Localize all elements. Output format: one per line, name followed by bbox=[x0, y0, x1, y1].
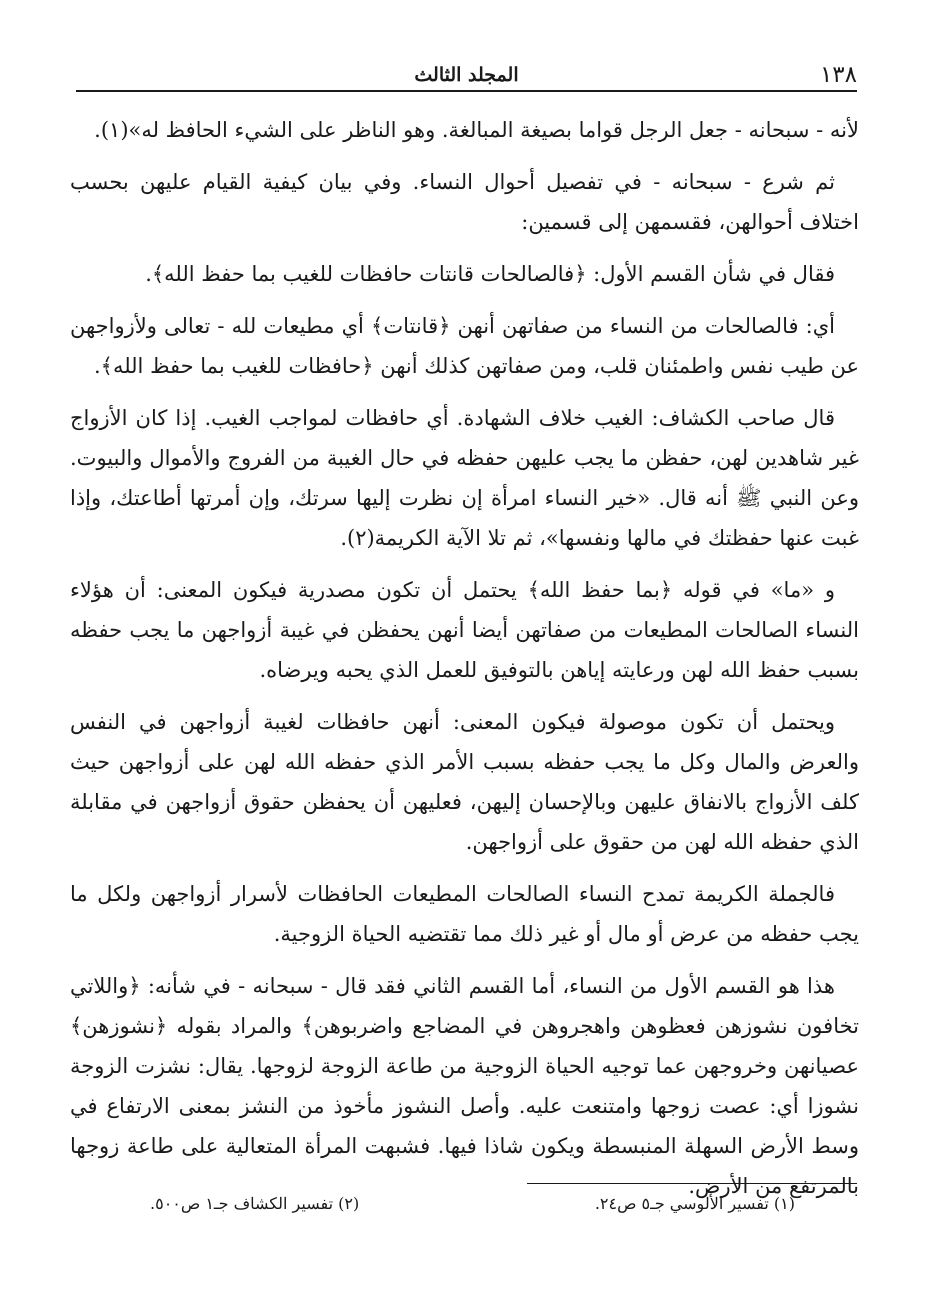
running-title: المجلد الثالث bbox=[414, 64, 519, 86]
paragraph: فالجملة الكريمة تمدح النساء الصالحات المطيعات الحافظات لأسرار أزواجهن ولكل ما يجب حفظه من عرض أو مال أو غير ذلك مما تقتضيه الحياة الزوجية. bbox=[70, 882, 859, 946]
page-header bbox=[76, 56, 857, 92]
paragraph: أي: فالصالحات من النساء من صفاتهن أنهن ﴿قانتات﴾ أي مطيعات لله - تعالى ولأزواجهن عن طيب نفس واطمئنان قلب، ومن صفاتهن كذلك أنهن ﴿حافظات للغيب بما حفظ الله﴾. bbox=[70, 314, 859, 378]
footnote-1: (١) تفسير الألوسي جـ٥ ص٢٤. bbox=[594, 1194, 795, 1213]
paragraph: لأنه - سبحانه - جعل الرجل قواما بصيغة المبالغة. وهو الناظر على الشيء الحافظ له»(١). bbox=[94, 118, 859, 142]
paragraph: ثم شرع - سبحانه - في تفصيل أحوال النساء. وفي بيان كيفية القيام عليهن بحسب اختلاف أحوالهن، فقسمهن إلى قسمين: bbox=[70, 170, 859, 234]
footnote-2: (٢) تفسير الكشاف جـ١ ص٥٠٠. bbox=[150, 1194, 360, 1213]
page-number: ١٣٨ bbox=[819, 62, 857, 88]
paragraph: و «ما» في قوله ﴿بما حفظ الله﴾ يحتمل أن تكون مصدرية فيكون المعنى: أن هؤلاء النساء الصالحات المطيعات من صفاتهن أيضا أنهن يحفظن في غيبة أزواجهن ما يجب حفظه بسبب حفظ الله لهن ورعايته إياهن بالتوفيق للعمل الذي يحبه ويرضاه. bbox=[70, 578, 859, 682]
page-body bbox=[70, 110, 859, 1218]
paragraph: هذا هو القسم الأول من النساء، أما القسم الثاني فقد قال - سبحانه - في شأنه: ﴿واللاتي تخافون نشوزهن فعظوهن واهجروهن في المضاجع واضربوهن﴾ والمراد بقوله ﴿نشوزهن﴾ عصيانهن وخروجهن عما توجيه الحياة الزوجية من طاعة الزوجة لزوجها. يقال: نشزت الزوجة نشوزا أي: عصت زوجها وامتنعت عليه. وأصل النشوز مأخوذ من النشز بمعنى الارتفاع في وسط الأرض السهلة المنبسطة ويكون شاذا فيها. فشبهت المرأة المتعالية على طاعة زوجها بالمرتفع من الأرض. bbox=[70, 974, 859, 1198]
footnotes bbox=[150, 1194, 795, 1213]
paragraph: فقال في شأن القسم الأول: ﴿فالصالحات قانتات حافظات للغيب بما حفظ الله﴾. bbox=[145, 262, 835, 286]
paragraph: ويحتمل أن تكون موصولة فيكون المعنى: أنهن حافظات لغيبة أزواجهن في النفس والعرض والمال وكل ما يجب حفظه بسبب الأمر الذي حفظه الله لهن على أزواجهن حيث كلف الأزواج بالانفاق عليهن وبالإحسان إليهن، فعليهن أن يحفظن حقوق أزواجهن في مقابلة الذي حفظه الله لهن من حقوق على أزواجهن. bbox=[70, 710, 859, 854]
footnote-divider bbox=[527, 1183, 857, 1184]
paragraph: قال صاحب الكشاف: الغيب خلاف الشهادة. أي حافظات لمواجب الغيب. إذا كان الأزواج غير شاهدين لهن، حفظن ما يجب عليهن حفظه في حال الغيبة من الفروج والأموال والبيوت. وعن النبي ﷺ أنه قال. «خير النساء امرأة إن نظرت إليها سرتك، وإن أمرتها أطاعتك، وإذا غبت عنها حفظتك في مالها ونفسها»، ثم تلا الآية الكريمة(٢). bbox=[70, 406, 859, 550]
